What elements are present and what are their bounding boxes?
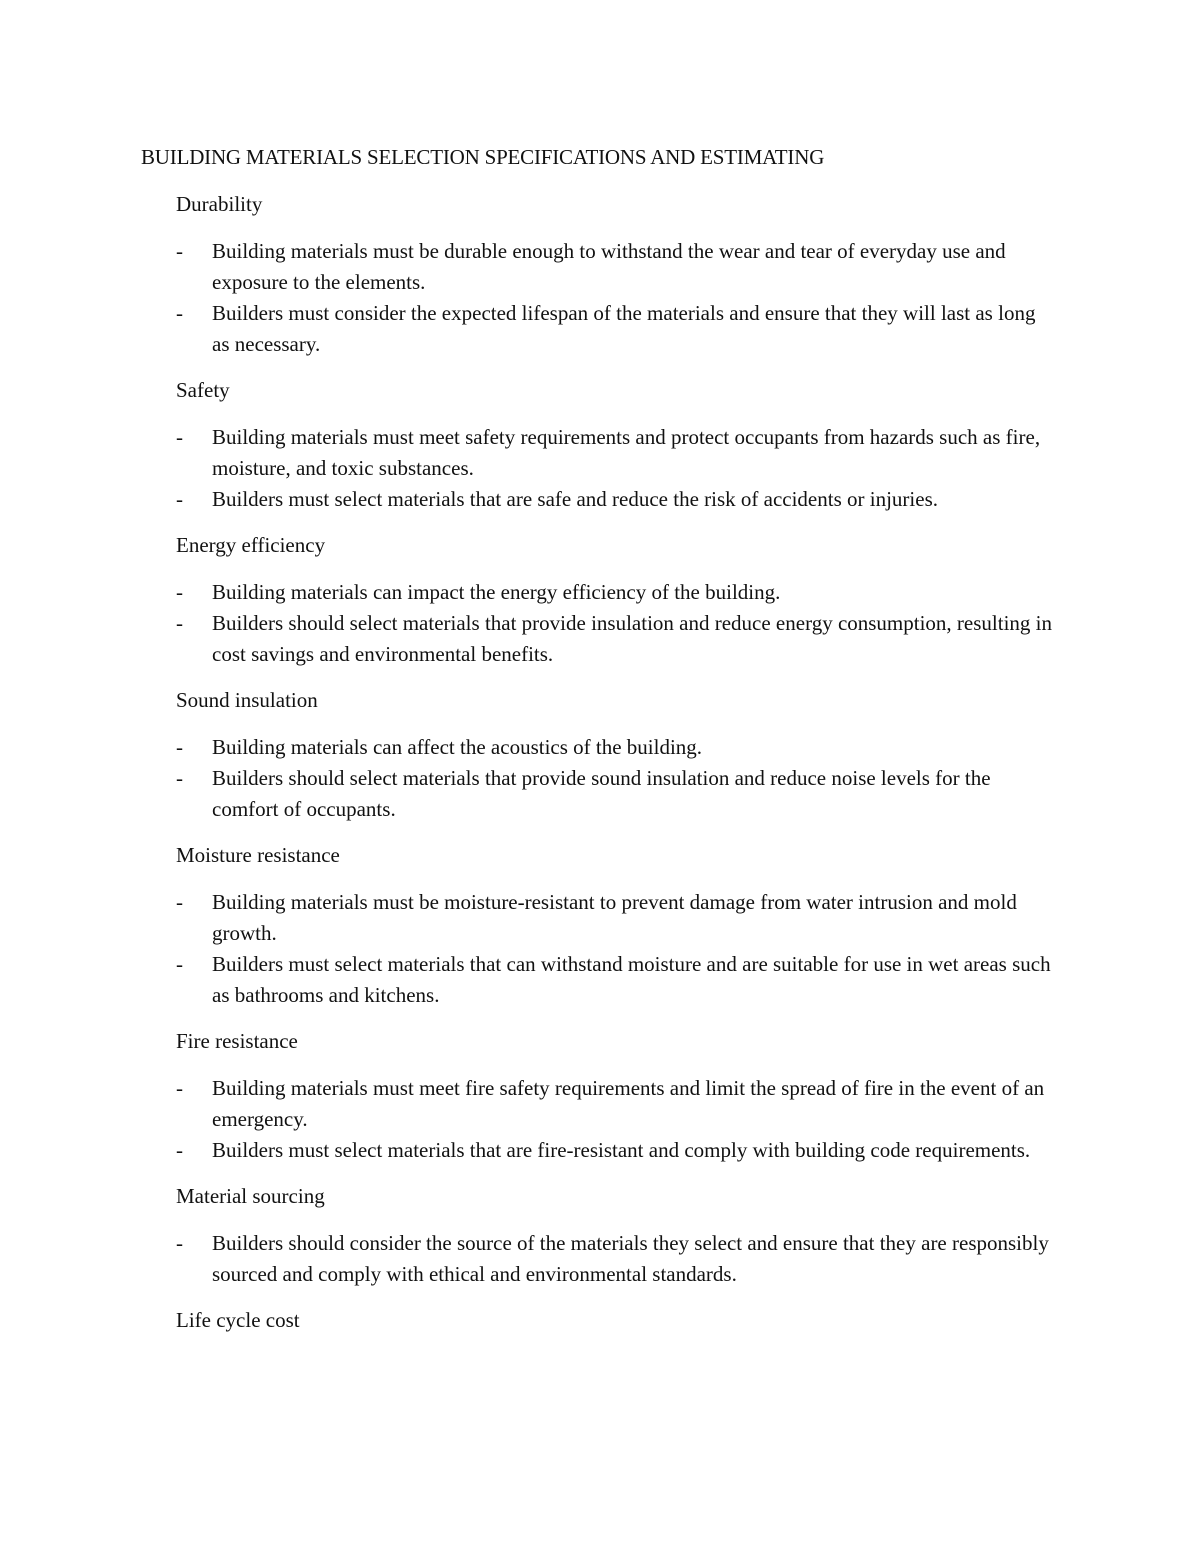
- bullet-text: Builders should select materials that provide insulation and reduce energy consumption, resulting in cost savings and environmental benefits.: [212, 611, 1053, 666]
- section-life-cycle-cost: [176, 1306, 1076, 1334]
- list-item: [176, 732, 1052, 763]
- bullet-text: Builders should consider the source of the materials they select and ensure that they are responsibly sourced and comply with ethical and environmental standards.: [212, 1231, 1049, 1286]
- bullet-text: Building materials must be moisture-resistant to prevent damage from water intrusion and mold growth.: [212, 890, 1017, 945]
- bullet-dash: -: [176, 301, 183, 325]
- bullet-dash: -: [176, 735, 183, 759]
- bullet-dash: -: [176, 952, 183, 976]
- list-item: [176, 608, 1052, 670]
- bullet-dash: -: [176, 580, 183, 604]
- section-heading: Moisture resistance: [176, 843, 340, 867]
- bullet-list: [176, 887, 1076, 1011]
- document-title: BUILDING MATERIALS SELECTION SPECIFICATIONS AND ESTIMATING: [141, 145, 825, 169]
- section-heading: Energy efficiency: [176, 533, 326, 557]
- bullet-dash: -: [176, 239, 183, 263]
- list-item: [176, 236, 1052, 298]
- bullet-list: [176, 732, 1076, 825]
- list-item: [176, 1135, 1052, 1166]
- section-heading: Life cycle cost: [176, 1308, 300, 1332]
- section-heading: Material sourcing: [176, 1184, 325, 1208]
- bullet-dash: -: [176, 425, 183, 449]
- sections-container: [176, 190, 1076, 1352]
- list-item: [176, 298, 1052, 360]
- bullet-text: Builders must select materials that are safe and reduce the risk of accidents or injuries.: [212, 487, 938, 511]
- bullet-text: Builders must select materials that can withstand moisture and are suitable for use in wet areas such as bathrooms and kitchens.: [212, 952, 1051, 1007]
- list-item: [176, 887, 1052, 949]
- list-item: [176, 422, 1052, 484]
- bullet-dash: -: [176, 890, 183, 914]
- bullet-dash: -: [176, 611, 183, 635]
- bullet-text: Building materials can affect the acoustics of the building.: [212, 735, 703, 759]
- section-safety: [176, 376, 1076, 515]
- section-heading: Safety: [176, 378, 230, 402]
- list-item: [176, 1073, 1052, 1135]
- bullet-list: [176, 1228, 1076, 1290]
- bullet-text: Builders should select materials that provide sound insulation and reduce noise levels for the comfort of occupants.: [212, 766, 991, 821]
- bullet-text: Building materials must be durable enough to withstand the wear and tear of everyday use and exposure to the elements.: [212, 239, 1006, 294]
- list-item: [176, 763, 1052, 825]
- section-durability: [176, 190, 1076, 360]
- section-energy-efficiency: [176, 531, 1076, 670]
- bullet-text: Building materials must meet safety requirements and protect occupants from hazards such as fire, moisture, and toxic substances.: [212, 425, 1041, 480]
- bullet-list: [176, 236, 1076, 360]
- bullet-text: Builders must select materials that are fire-resistant and comply with building code requirements.: [212, 1138, 1031, 1162]
- list-item: [176, 484, 1052, 515]
- section-heading: Fire resistance: [176, 1029, 298, 1053]
- bullet-list: [176, 422, 1076, 515]
- section-material-sourcing: [176, 1182, 1076, 1290]
- section-moisture-resistance: [176, 841, 1076, 1011]
- section-heading: Durability: [176, 192, 263, 216]
- bullet-text: Builders must consider the expected lifespan of the materials and ensure that they will last as long as necessary.: [212, 301, 1036, 356]
- bullet-dash: -: [176, 766, 183, 790]
- bullet-list: [176, 1073, 1076, 1166]
- bullet-list: [176, 577, 1076, 670]
- section-fire-resistance: [176, 1027, 1076, 1166]
- bullet-dash: -: [176, 1231, 183, 1255]
- section-heading: Sound insulation: [176, 688, 318, 712]
- bullet-text: Building materials must meet fire safety requirements and limit the spread of fire in the event of an emergency.: [212, 1076, 1045, 1131]
- list-item: [176, 1228, 1052, 1290]
- bullet-dash: -: [176, 1076, 183, 1100]
- list-item: [176, 949, 1052, 1011]
- list-item: [176, 577, 1052, 608]
- bullet-dash: -: [176, 1138, 183, 1162]
- bullet-dash: -: [176, 487, 183, 511]
- bullet-text: Building materials can impact the energy efficiency of the building.: [212, 580, 781, 604]
- section-sound-insulation: [176, 686, 1076, 825]
